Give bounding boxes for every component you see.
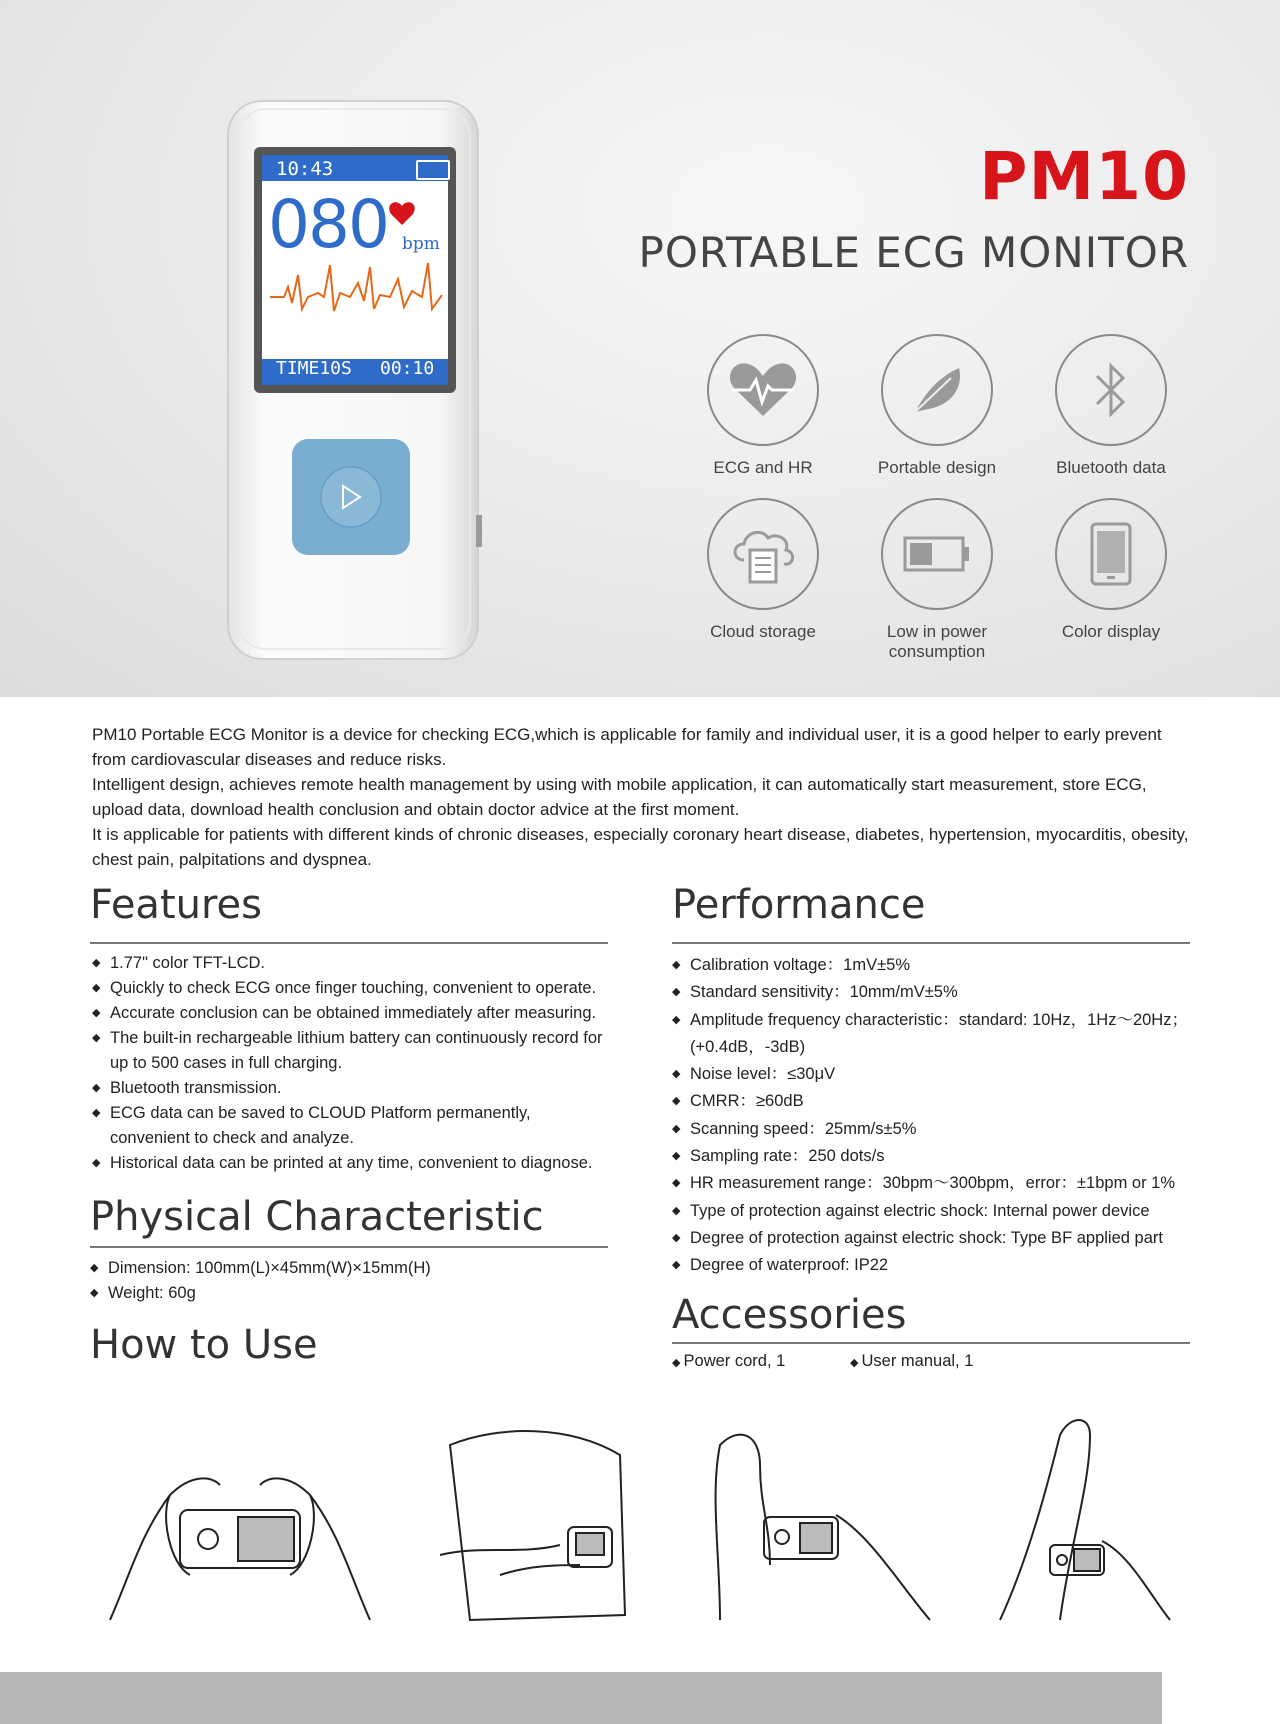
list-item: ◆ Noise level：≤30μV: [672, 1061, 1194, 1088]
divider: [90, 942, 608, 944]
list-item: ◆ Scanning speed：25mm/s±5%: [672, 1116, 1194, 1143]
device-screen-heart-rate: 080: [268, 186, 388, 263]
ecg-device-image: [226, 97, 484, 663]
list-item: ◆ HR measurement range：30bpm～300bpm，error：±1bpm or 1%: [672, 1170, 1194, 1197]
device-screen-time: 10:43: [276, 158, 334, 180]
feature-bluetooth: Bluetooth data: [1016, 334, 1206, 478]
list-item: ◆ Weight: 60g: [90, 1281, 610, 1306]
description-paragraph: It is applicable for patients with different kinds of chronic diseases, especially coronary heart disease, diabetes, hypertension, myocarditis, obesity, chest pain, palpitations and dyspnea.: [92, 825, 1189, 869]
accessory-item: ◆ Power cord, 1: [672, 1352, 785, 1371]
bluetooth-icon: [1091, 360, 1131, 420]
product-subtitle: PORTABLE ECG MONITOR: [638, 228, 1189, 277]
usage-illustration-wrist: [700, 1415, 940, 1625]
list-item: ◆ Standard sensitivity：10mm/mV±5%: [672, 979, 1194, 1006]
description-paragraph: Intelligent design, achieves remote health management by using with mobile application, it can automatically start measurement, store ECG, upload data, download health conclusion and obtain doctor advice at the first moment.: [92, 775, 1147, 819]
list-item: ◆ Accurate conclusion can be obtained immediately after measuring.: [92, 1001, 612, 1026]
hero-banner: [0, 0, 1280, 697]
list-item: ◆ 1.77" color TFT-LCD.: [92, 951, 612, 976]
divider: [672, 1342, 1190, 1344]
product-model: PM10: [979, 138, 1189, 215]
feature-low-power: Low in power consumption: [842, 498, 1032, 662]
performance-list: [672, 952, 1194, 1280]
features-title: Features: [90, 882, 262, 928]
how-to-use-title: How to Use: [90, 1322, 318, 1368]
list-item: ◆ Degree of protection against electric shock: Type BF applied part: [672, 1225, 1194, 1252]
features-list: [92, 951, 612, 1176]
divider: [90, 1246, 608, 1248]
usage-illustration-chest: [440, 1415, 630, 1625]
battery-icon: [416, 160, 450, 180]
physical-title: Physical Characteristic: [90, 1194, 544, 1240]
phone-display-icon: [1089, 521, 1133, 587]
list-item: ◆ Amplitude frequency characteristic：standard: 10Hz，1Hz～20Hz；(+0.4dB，-3dB): [672, 1007, 1194, 1062]
feather-icon: [907, 360, 967, 420]
device-screen-footer-left: TIME10S: [276, 358, 352, 379]
device-screen-footer-right: 00:10: [380, 358, 435, 379]
battery-icon: [902, 534, 972, 574]
feature-cloud: Cloud storage: [668, 498, 858, 642]
list-item: ◆ Sampling rate：250 dots/s: [672, 1143, 1194, 1170]
product-description: [92, 722, 1192, 872]
feature-color-display: Color display: [1016, 498, 1206, 642]
list-item: ◆ Quickly to check ECG once finger touching, convenient to operate.: [92, 976, 612, 1001]
list-item: ◆ Degree of waterproof: IP22: [672, 1252, 1194, 1279]
list-item: ◆ Type of protection against electric shock: Internal power device: [672, 1198, 1194, 1225]
performance-title: Performance: [672, 882, 926, 928]
list-item: ◆ Bluetooth transmission.: [92, 1076, 612, 1101]
device-screen-unit: bpm: [402, 234, 440, 254]
divider: [672, 942, 1190, 944]
list-item: ◆ Historical data can be printed at any time, convenient to diagnose.: [92, 1151, 612, 1176]
list-item: ◆ Calibration voltage：1mV±5%: [672, 952, 1194, 979]
bottom-bar: [0, 1672, 1162, 1724]
list-item: ◆ CMRR：≥60dB: [672, 1088, 1194, 1115]
feature-ecg-hr: ECG and HR: [668, 334, 858, 478]
description-paragraph: PM10 Portable ECG Monitor is a device for checking ECG,which is applicable for family and individual user, it is a good helper to early prevent from cardiovascular diseases and reduce risks.: [92, 725, 1162, 769]
cloud-document-icon: [728, 522, 798, 586]
heart-ecg-icon: [726, 358, 800, 422]
accessories-title: Accessories: [672, 1292, 907, 1338]
usage-illustration-leg: [990, 1415, 1180, 1625]
list-item: ◆ ECG data can be saved to CLOUD Platform permanently, convenient to check and analyze.: [92, 1101, 612, 1151]
physical-list: [90, 1256, 610, 1306]
feature-portable: Portable design: [842, 334, 1032, 478]
usage-illustration-hands: [100, 1415, 380, 1625]
list-item: ◆ Dimension: 100mm(L)×45mm(W)×15mm(H): [90, 1256, 610, 1281]
accessory-item: ◆ User manual, 1: [850, 1352, 973, 1371]
list-item: ◆ The built-in rechargeable lithium battery can continuously record for up to 500 cases in full charging.: [92, 1026, 612, 1076]
